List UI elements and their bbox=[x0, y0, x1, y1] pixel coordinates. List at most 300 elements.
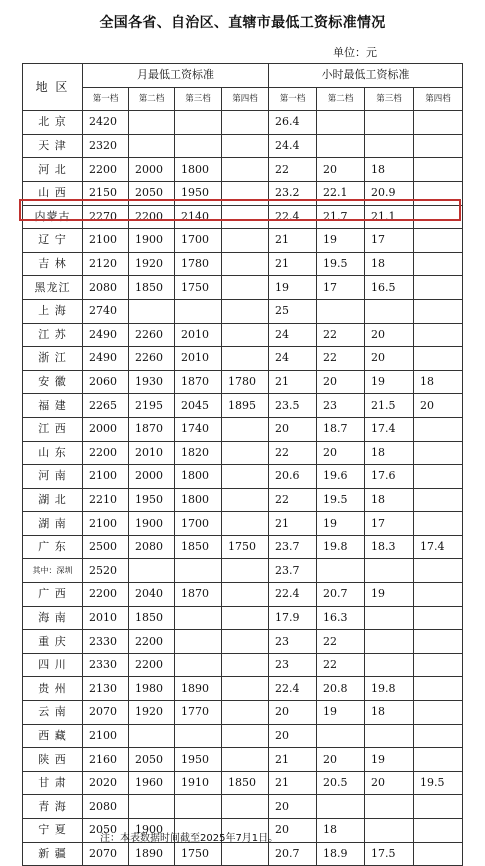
region-cell: 甘 肃 bbox=[23, 771, 83, 795]
monthly-tier-1-cell: 2130 bbox=[83, 677, 129, 701]
hourly-tier-2-cell: 19.6 bbox=[317, 465, 365, 489]
hourly-tier-3-cell: 21.1 bbox=[365, 205, 414, 229]
hourly-tier-4-cell bbox=[414, 205, 463, 229]
monthly-tier-1-cell: 2420 bbox=[83, 111, 129, 135]
monthly-tier-3-cell bbox=[175, 630, 222, 654]
table-row bbox=[23, 488, 463, 512]
hourly-tier-2-cell: 20 bbox=[317, 748, 365, 772]
hourly-tier-3-cell: 18 bbox=[365, 252, 414, 276]
hourly-tier-1-cell: 20 bbox=[269, 819, 317, 843]
hourly-tier-3-cell: 18 bbox=[365, 158, 414, 182]
hourly-tier-4-cell: 19.5 bbox=[414, 771, 463, 795]
monthly-tier-1-cell: 2200 bbox=[83, 441, 129, 465]
hourly-tier-1-cell: 23.7 bbox=[269, 535, 317, 559]
monthly-tier-2-cell: 1980 bbox=[129, 677, 175, 701]
hourly-tier-2-cell bbox=[317, 795, 365, 819]
hourly-tier-2-cell: 19.5 bbox=[317, 252, 365, 276]
monthly-tier-4-cell bbox=[222, 583, 269, 607]
table-row bbox=[23, 441, 463, 465]
monthly-tier-2-cell bbox=[129, 299, 175, 323]
table-row bbox=[23, 276, 463, 300]
monthly-tier-1-cell: 2330 bbox=[83, 653, 129, 677]
table-row bbox=[23, 323, 463, 347]
region-cell: 贵 州 bbox=[23, 677, 83, 701]
region-cell: 青 海 bbox=[23, 795, 83, 819]
hourly-tier-3-cell: 19 bbox=[365, 748, 414, 772]
monthly-tier-3-cell: 1910 bbox=[175, 771, 222, 795]
hourly-tier-1-cell: 23.2 bbox=[269, 181, 317, 205]
hourly-tier-2-cell: 22 bbox=[317, 630, 365, 654]
monthly-tier-3-cell: 1950 bbox=[175, 181, 222, 205]
monthly-tier-4-cell bbox=[222, 748, 269, 772]
monthly-tier-3-cell: 1740 bbox=[175, 417, 222, 441]
monthly-tier-4-cell bbox=[222, 465, 269, 489]
hourly-tier-2-cell: 19.8 bbox=[317, 535, 365, 559]
hourly-tier-4-cell bbox=[414, 842, 463, 866]
table-row bbox=[23, 583, 463, 607]
monthly-tier-3-cell: 2010 bbox=[175, 323, 222, 347]
region-cell: 内蒙古 bbox=[23, 205, 83, 229]
monthly-tier-4-cell bbox=[222, 417, 269, 441]
region-cell: 湖 北 bbox=[23, 488, 83, 512]
hourly-tier-1-cell: 17.9 bbox=[269, 606, 317, 630]
monthly-tier-2-cell: 1850 bbox=[129, 606, 175, 630]
hourly-tier-2-cell: 20 bbox=[317, 158, 365, 182]
monthly-tier-2-cell: 1870 bbox=[129, 417, 175, 441]
monthly-tier-1-cell: 2200 bbox=[83, 583, 129, 607]
monthly-tier-3-header: 第三档 bbox=[175, 87, 222, 111]
hourly-tier-1-cell: 23 bbox=[269, 653, 317, 677]
hourly-tier-3-cell bbox=[365, 819, 414, 843]
hourly-tier-2-cell: 20 bbox=[317, 441, 365, 465]
monthly-tier-2-cell: 1900 bbox=[129, 229, 175, 253]
region-cell: 广 东 bbox=[23, 535, 83, 559]
table-row bbox=[23, 205, 463, 229]
monthly-tier-1-cell: 2160 bbox=[83, 748, 129, 772]
monthly-group-header: 月最低工资标准 bbox=[83, 64, 269, 88]
table-row bbox=[23, 748, 463, 772]
hourly-tier-1-cell: 20.7 bbox=[269, 842, 317, 866]
hourly-tier-2-header: 第二档 bbox=[317, 87, 365, 111]
region-cell: 江 西 bbox=[23, 417, 83, 441]
footnote: 注：本表数据时间截至2025年7月1日。 bbox=[100, 833, 279, 844]
hourly-tier-2-cell: 19.5 bbox=[317, 488, 365, 512]
hourly-tier-4-cell bbox=[414, 299, 463, 323]
table-row bbox=[23, 630, 463, 654]
monthly-tier-1-cell: 2490 bbox=[83, 323, 129, 347]
hourly-tier-1-cell: 24 bbox=[269, 347, 317, 371]
table-row bbox=[23, 158, 463, 182]
monthly-tier-2-cell: 2200 bbox=[129, 630, 175, 654]
monthly-tier-3-cell bbox=[175, 111, 222, 135]
hourly-tier-2-cell: 22 bbox=[317, 323, 365, 347]
hourly-tier-4-cell bbox=[414, 583, 463, 607]
hourly-tier-2-cell: 22 bbox=[317, 347, 365, 371]
hourly-tier-3-cell: 18 bbox=[365, 441, 414, 465]
hourly-tier-1-cell: 19 bbox=[269, 276, 317, 300]
monthly-tier-3-cell bbox=[175, 653, 222, 677]
table-row bbox=[23, 394, 463, 418]
monthly-tier-1-cell: 2100 bbox=[83, 465, 129, 489]
hourly-tier-3-cell: 19.8 bbox=[365, 677, 414, 701]
table-row bbox=[23, 512, 463, 536]
hourly-tier-3-header: 第三档 bbox=[365, 87, 414, 111]
monthly-tier-3-cell: 1850 bbox=[175, 535, 222, 559]
hourly-tier-3-cell bbox=[365, 630, 414, 654]
monthly-tier-1-cell: 2330 bbox=[83, 630, 129, 654]
monthly-tier-3-cell bbox=[175, 724, 222, 748]
monthly-tier-4-cell bbox=[222, 795, 269, 819]
monthly-tier-2-cell: 2000 bbox=[129, 465, 175, 489]
table-row bbox=[23, 677, 463, 701]
hourly-tier-4-cell bbox=[414, 441, 463, 465]
monthly-tier-3-cell bbox=[175, 299, 222, 323]
region-cell: 山 东 bbox=[23, 441, 83, 465]
hourly-tier-4-header: 第四档 bbox=[414, 87, 463, 111]
hourly-tier-4-cell bbox=[414, 748, 463, 772]
hourly-tier-2-cell: 16.3 bbox=[317, 606, 365, 630]
monthly-tier-2-cell bbox=[129, 111, 175, 135]
region-cell: 河 北 bbox=[23, 158, 83, 182]
hourly-group-header: 小时最低工资标准 bbox=[269, 64, 463, 88]
hourly-tier-2-cell bbox=[317, 111, 365, 135]
monthly-tier-1-header: 第一档 bbox=[83, 87, 129, 111]
hourly-tier-3-cell: 19 bbox=[365, 370, 414, 394]
hourly-tier-3-cell: 17.4 bbox=[365, 417, 414, 441]
monthly-tier-4-cell bbox=[222, 653, 269, 677]
monthly-tier-2-cell: 2000 bbox=[129, 158, 175, 182]
table-row bbox=[23, 842, 463, 866]
region-cell: 云 南 bbox=[23, 701, 83, 725]
table-row bbox=[23, 559, 463, 583]
monthly-tier-4-cell bbox=[222, 512, 269, 536]
hourly-tier-3-cell bbox=[365, 299, 414, 323]
monthly-tier-2-cell: 1930 bbox=[129, 370, 175, 394]
table-row bbox=[23, 299, 463, 323]
monthly-tier-2-cell: 2260 bbox=[129, 323, 175, 347]
hourly-tier-2-cell: 22 bbox=[317, 653, 365, 677]
hourly-tier-4-cell bbox=[414, 724, 463, 748]
monthly-tier-4-cell bbox=[222, 252, 269, 276]
region-cell: 陕 西 bbox=[23, 748, 83, 772]
hourly-tier-4-cell bbox=[414, 512, 463, 536]
monthly-tier-4-cell bbox=[222, 205, 269, 229]
hourly-tier-2-cell: 17 bbox=[317, 276, 365, 300]
hourly-tier-1-cell: 20 bbox=[269, 724, 317, 748]
monthly-tier-2-cell: 2010 bbox=[129, 441, 175, 465]
monthly-tier-4-cell bbox=[222, 111, 269, 135]
hourly-tier-1-cell: 26.4 bbox=[269, 111, 317, 135]
hourly-tier-2-cell: 20.8 bbox=[317, 677, 365, 701]
hourly-tier-1-cell: 20.6 bbox=[269, 465, 317, 489]
monthly-tier-3-cell: 1800 bbox=[175, 488, 222, 512]
hourly-tier-4-cell: 17.4 bbox=[414, 535, 463, 559]
hourly-tier-4-cell bbox=[414, 229, 463, 253]
region-cell: 重 庆 bbox=[23, 630, 83, 654]
table-row bbox=[23, 465, 463, 489]
hourly-tier-3-cell bbox=[365, 724, 414, 748]
monthly-tier-4-cell bbox=[222, 488, 269, 512]
monthly-tier-4-cell bbox=[222, 441, 269, 465]
hourly-tier-1-cell: 21 bbox=[269, 512, 317, 536]
monthly-tier-3-cell: 1750 bbox=[175, 842, 222, 866]
monthly-tier-3-cell bbox=[175, 559, 222, 583]
monthly-tier-3-cell: 2010 bbox=[175, 347, 222, 371]
table-row bbox=[23, 111, 463, 135]
monthly-tier-3-cell: 1800 bbox=[175, 158, 222, 182]
hourly-tier-3-cell: 17 bbox=[365, 512, 414, 536]
region-cell: 安 徽 bbox=[23, 370, 83, 394]
monthly-tier-4-cell bbox=[222, 158, 269, 182]
monthly-tier-4-cell bbox=[222, 181, 269, 205]
hourly-tier-3-cell: 18.3 bbox=[365, 535, 414, 559]
hourly-tier-1-cell: 23 bbox=[269, 630, 317, 654]
hourly-tier-2-cell bbox=[317, 299, 365, 323]
monthly-tier-4-cell bbox=[222, 701, 269, 725]
hourly-tier-3-cell: 20 bbox=[365, 323, 414, 347]
table-row bbox=[23, 724, 463, 748]
monthly-tier-2-cell: 1960 bbox=[129, 771, 175, 795]
hourly-tier-4-cell bbox=[414, 677, 463, 701]
hourly-tier-2-cell: 18 bbox=[317, 819, 365, 843]
hourly-tier-1-cell: 22.4 bbox=[269, 677, 317, 701]
hourly-tier-2-cell: 20.5 bbox=[317, 771, 365, 795]
hourly-tier-3-cell: 17.6 bbox=[365, 465, 414, 489]
hourly-tier-4-cell bbox=[414, 417, 463, 441]
monthly-tier-4-cell: 1850 bbox=[222, 771, 269, 795]
hourly-tier-3-cell bbox=[365, 653, 414, 677]
monthly-tier-3-cell bbox=[175, 606, 222, 630]
table-row bbox=[23, 134, 463, 158]
hourly-tier-4-cell bbox=[414, 653, 463, 677]
monthly-tier-3-cell: 1800 bbox=[175, 465, 222, 489]
monthly-tier-2-cell bbox=[129, 724, 175, 748]
monthly-tier-1-cell: 2320 bbox=[83, 134, 129, 158]
monthly-tier-2-cell: 1920 bbox=[129, 701, 175, 725]
monthly-tier-1-cell: 2000 bbox=[83, 417, 129, 441]
monthly-tier-3-cell: 1780 bbox=[175, 252, 222, 276]
hourly-tier-3-cell: 20.9 bbox=[365, 181, 414, 205]
monthly-tier-3-cell: 1770 bbox=[175, 701, 222, 725]
monthly-tier-4-cell bbox=[222, 229, 269, 253]
monthly-tier-1-cell: 2070 bbox=[83, 842, 129, 866]
monthly-tier-4-cell bbox=[222, 724, 269, 748]
table-row bbox=[23, 252, 463, 276]
monthly-tier-1-cell: 2100 bbox=[83, 512, 129, 536]
hourly-tier-1-cell: 22.4 bbox=[269, 205, 317, 229]
monthly-tier-2-cell: 1890 bbox=[129, 842, 175, 866]
monthly-tier-1-cell: 2520 bbox=[83, 559, 129, 583]
monthly-tier-1-cell: 2100 bbox=[83, 229, 129, 253]
monthly-tier-1-cell: 2060 bbox=[83, 370, 129, 394]
monthly-tier-3-cell bbox=[175, 795, 222, 819]
monthly-tier-2-cell: 2200 bbox=[129, 653, 175, 677]
monthly-tier-2-cell: 1900 bbox=[129, 819, 175, 843]
monthly-tier-2-cell: 1920 bbox=[129, 252, 175, 276]
region-cell: 黑龙江 bbox=[23, 276, 83, 300]
hourly-tier-4-cell: 20 bbox=[414, 394, 463, 418]
monthly-tier-2-cell: 2200 bbox=[129, 205, 175, 229]
region-header: 地 区 bbox=[23, 64, 83, 111]
hourly-tier-2-cell bbox=[317, 559, 365, 583]
hourly-tier-3-cell: 17 bbox=[365, 229, 414, 253]
hourly-tier-1-cell: 22 bbox=[269, 441, 317, 465]
region-cell: 广 西 bbox=[23, 583, 83, 607]
monthly-tier-2-cell: 1950 bbox=[129, 488, 175, 512]
monthly-tier-2-cell: 2050 bbox=[129, 181, 175, 205]
hourly-tier-4-cell bbox=[414, 276, 463, 300]
region-cell: 天 津 bbox=[23, 134, 83, 158]
region-cell: 江 苏 bbox=[23, 323, 83, 347]
hourly-tier-3-cell: 16.5 bbox=[365, 276, 414, 300]
region-cell: 新 疆 bbox=[23, 842, 83, 866]
hourly-tier-2-cell bbox=[317, 724, 365, 748]
hourly-tier-3-cell: 20 bbox=[365, 771, 414, 795]
region-cell: 福 建 bbox=[23, 394, 83, 418]
monthly-tier-1-cell: 2270 bbox=[83, 205, 129, 229]
hourly-tier-1-cell: 20 bbox=[269, 701, 317, 725]
hourly-tier-3-cell: 20 bbox=[365, 347, 414, 371]
monthly-tier-3-cell: 1700 bbox=[175, 229, 222, 253]
monthly-tier-2-cell: 2080 bbox=[129, 535, 175, 559]
hourly-tier-2-cell: 19 bbox=[317, 229, 365, 253]
hourly-tier-1-cell: 21 bbox=[269, 229, 317, 253]
region-cell: 海 南 bbox=[23, 606, 83, 630]
monthly-tier-2-cell: 2050 bbox=[129, 748, 175, 772]
hourly-tier-1-cell: 22 bbox=[269, 158, 317, 182]
monthly-tier-3-cell: 1870 bbox=[175, 583, 222, 607]
monthly-tier-2-cell: 2040 bbox=[129, 583, 175, 607]
region-cell: 浙 江 bbox=[23, 347, 83, 371]
monthly-tier-4-cell bbox=[222, 606, 269, 630]
hourly-tier-1-cell: 20 bbox=[269, 417, 317, 441]
hourly-tier-4-cell bbox=[414, 134, 463, 158]
hourly-tier-2-cell: 20 bbox=[317, 370, 365, 394]
hourly-tier-1-cell: 25 bbox=[269, 299, 317, 323]
hourly-tier-4-cell bbox=[414, 347, 463, 371]
hourly-tier-4-cell bbox=[414, 630, 463, 654]
monthly-tier-4-cell: 1780 bbox=[222, 370, 269, 394]
table-row bbox=[23, 701, 463, 725]
monthly-tier-2-cell: 2260 bbox=[129, 347, 175, 371]
region-cell: 西 藏 bbox=[23, 724, 83, 748]
hourly-tier-1-cell: 21 bbox=[269, 771, 317, 795]
monthly-tier-1-cell: 2050 bbox=[83, 819, 129, 843]
wage-table bbox=[22, 63, 463, 866]
hourly-tier-4-cell bbox=[414, 252, 463, 276]
table-row bbox=[23, 229, 463, 253]
hourly-tier-3-cell: 18 bbox=[365, 701, 414, 725]
monthly-tier-2-cell: 2195 bbox=[129, 394, 175, 418]
hourly-tier-1-cell: 21 bbox=[269, 370, 317, 394]
hourly-tier-1-cell: 24 bbox=[269, 323, 317, 347]
monthly-tier-3-cell: 1890 bbox=[175, 677, 222, 701]
table-row bbox=[23, 795, 463, 819]
monthly-tier-1-cell: 2500 bbox=[83, 535, 129, 559]
monthly-tier-4-cell bbox=[222, 677, 269, 701]
hourly-tier-1-cell: 21 bbox=[269, 748, 317, 772]
monthly-tier-4-cell bbox=[222, 276, 269, 300]
hourly-tier-1-cell: 24.4 bbox=[269, 134, 317, 158]
table-row bbox=[23, 771, 463, 795]
monthly-tier-1-cell: 2210 bbox=[83, 488, 129, 512]
monthly-tier-3-cell: 2140 bbox=[175, 205, 222, 229]
hourly-tier-3-cell: 21.5 bbox=[365, 394, 414, 418]
hourly-tier-4-cell bbox=[414, 488, 463, 512]
monthly-tier-2-cell bbox=[129, 559, 175, 583]
monthly-tier-4-cell bbox=[222, 842, 269, 866]
hourly-tier-1-cell: 23.7 bbox=[269, 559, 317, 583]
monthly-tier-1-cell: 2080 bbox=[83, 276, 129, 300]
hourly-tier-1-cell: 20 bbox=[269, 795, 317, 819]
region-cell: 北 京 bbox=[23, 111, 83, 135]
hourly-tier-2-cell: 21.7 bbox=[317, 205, 365, 229]
region-cell: 上 海 bbox=[23, 299, 83, 323]
hourly-tier-2-cell: 19 bbox=[317, 701, 365, 725]
monthly-tier-3-cell: 1950 bbox=[175, 748, 222, 772]
region-cell: 辽 宁 bbox=[23, 229, 83, 253]
hourly-tier-4-cell bbox=[414, 819, 463, 843]
hourly-tier-2-cell: 20.7 bbox=[317, 583, 365, 607]
monthly-tier-3-cell: 1870 bbox=[175, 370, 222, 394]
monthly-tier-1-cell: 2120 bbox=[83, 252, 129, 276]
monthly-tier-4-cell bbox=[222, 559, 269, 583]
hourly-tier-4-cell bbox=[414, 158, 463, 182]
monthly-tier-2-cell bbox=[129, 134, 175, 158]
hourly-tier-3-cell bbox=[365, 795, 414, 819]
hourly-tier-3-cell bbox=[365, 559, 414, 583]
hourly-tier-3-cell: 18 bbox=[365, 488, 414, 512]
hourly-tier-4-cell bbox=[414, 323, 463, 347]
monthly-tier-1-cell: 2740 bbox=[83, 299, 129, 323]
hourly-tier-4-cell bbox=[414, 181, 463, 205]
hourly-tier-4-cell bbox=[414, 701, 463, 725]
hourly-tier-3-cell: 17.5 bbox=[365, 842, 414, 866]
hourly-tier-4-cell bbox=[414, 111, 463, 135]
hourly-tier-4-cell bbox=[414, 465, 463, 489]
monthly-tier-1-cell: 2080 bbox=[83, 795, 129, 819]
hourly-tier-1-cell: 21 bbox=[269, 252, 317, 276]
monthly-tier-1-cell: 2150 bbox=[83, 181, 129, 205]
monthly-tier-4-cell: 1895 bbox=[222, 394, 269, 418]
region-cell: 湖 南 bbox=[23, 512, 83, 536]
monthly-tier-1-cell: 2070 bbox=[83, 701, 129, 725]
hourly-tier-3-cell bbox=[365, 606, 414, 630]
monthly-tier-4-cell: 1750 bbox=[222, 535, 269, 559]
monthly-tier-1-cell: 2200 bbox=[83, 158, 129, 182]
monthly-tier-1-cell: 2010 bbox=[83, 606, 129, 630]
table-row bbox=[23, 181, 463, 205]
hourly-tier-3-cell: 19 bbox=[365, 583, 414, 607]
monthly-tier-4-cell bbox=[222, 134, 269, 158]
hourly-tier-4-cell bbox=[414, 606, 463, 630]
monthly-tier-3-cell: 1750 bbox=[175, 276, 222, 300]
monthly-tier-4-cell bbox=[222, 630, 269, 654]
monthly-tier-3-cell: 2045 bbox=[175, 394, 222, 418]
hourly-tier-2-cell: 23 bbox=[317, 394, 365, 418]
table-row bbox=[23, 417, 463, 441]
region-cell: 四 川 bbox=[23, 653, 83, 677]
table-row bbox=[23, 347, 463, 371]
monthly-tier-1-cell: 2100 bbox=[83, 724, 129, 748]
monthly-tier-1-cell: 2265 bbox=[83, 394, 129, 418]
monthly-tier-2-cell: 1900 bbox=[129, 512, 175, 536]
hourly-tier-1-header: 第一档 bbox=[269, 87, 317, 111]
table-body bbox=[23, 111, 463, 866]
monthly-tier-4-header: 第四档 bbox=[222, 87, 269, 111]
monthly-tier-4-cell bbox=[222, 347, 269, 371]
page-title: 全国各省、自治区、直辖市最低工资标准情况 bbox=[99, 15, 386, 31]
